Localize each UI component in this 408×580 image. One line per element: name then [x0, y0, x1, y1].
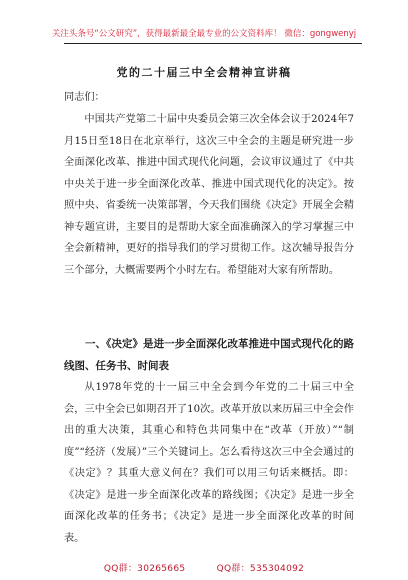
- paragraph-intro: 中国共产党第二十届中央委员会第三次全体会议于2024年7月15日至18日在北京举行，这次三中全会的主题是研究进一步全面深化改革、推进中国式现代化问题，会议审议通过了《中共中央关于进一步全面深化改革、推进中国式现代化的决定》。按照中央、省委统一决策部署，今天我们围绕《决定》开展全会精神专题宣讲，主要目的是帮助大家全面准确深入的学习掌握三中全会新精神，更好的指导我们的学习贯彻工作。这次辅导报告分三个部分，大概需要两个小时左右。希望能对大家有所帮助。: [64, 114, 354, 276]
- paragraph-section1: 从1978年党的十一届三中全会到今年党的二十届三中全会，三中全会已如期召开了10次。改革开放以来历届三中全会作出的重大决策，其重心和特色共同集中在“改革（开放）”“制度”“经济（发展）”三个关键词上。怎么看待这次三中全会通过的《决定》？其重大意义何在？我们可以用三句话来概括。即：《决定》是进一步全面深化改革的路线图；《决定》是进一步全面深化改革的任务书；《决定》是进一步全面深化改革的时间表。: [64, 382, 354, 544]
- section-heading-1: 一、《决定》是进一步全面深化改革推进中国式现代化的路线图、任务书、时间表: [64, 338, 354, 372]
- header-divider: [64, 43, 362, 44]
- footer-qq-group-1: QQ群：30265665: [103, 564, 186, 574]
- salutation: 同志们：: [64, 92, 105, 103]
- document-title: 党的二十届三中全会精神宣讲稿: [116, 66, 292, 79]
- header-note: 关注头条号“公文研究”，获得最新最全最专业的公文资料库！ 微信：gongwenyj: [51, 29, 357, 39]
- footer-contacts: [0, 561, 408, 574]
- footer-qq-group-2: QQ群：535304092: [216, 564, 305, 574]
